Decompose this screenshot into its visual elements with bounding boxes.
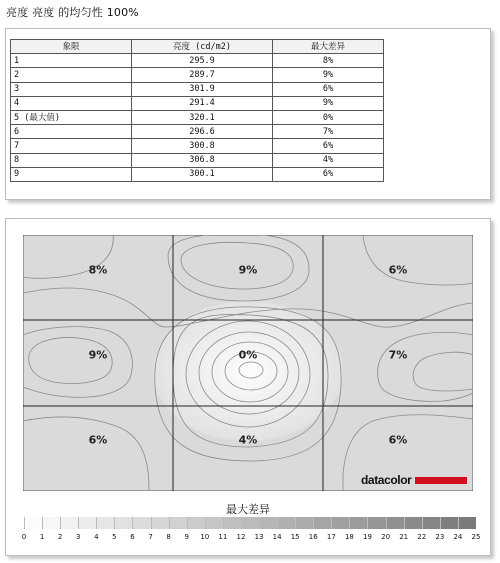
uniformity-table bbox=[10, 39, 384, 182]
datacolor-logo: datacolor bbox=[361, 473, 412, 487]
scale-swatch bbox=[241, 517, 259, 529]
luminance-cell: 301.9 bbox=[132, 82, 273, 96]
quadrant-2-difference: 9% bbox=[238, 263, 258, 277]
luminance-cell: 306.8 bbox=[132, 153, 273, 167]
scale-swatch bbox=[223, 517, 241, 529]
scale-swatch bbox=[404, 517, 422, 529]
difference-cell: 7% bbox=[273, 125, 384, 139]
luminance-cell: 320.1 bbox=[132, 110, 273, 124]
scale-swatch bbox=[386, 517, 404, 529]
scale-tick-label: 16 bbox=[308, 533, 318, 541]
scale-tick-label: 10 bbox=[200, 533, 210, 541]
table-row bbox=[11, 153, 384, 167]
scale-tick-label: 24 bbox=[453, 533, 463, 541]
table-row bbox=[11, 96, 384, 110]
scale-swatch bbox=[349, 517, 367, 529]
difference-cell: 8% bbox=[273, 54, 384, 68]
scale-swatch bbox=[60, 517, 78, 529]
luminance-cell: 295.9 bbox=[132, 54, 273, 68]
scale-swatch bbox=[440, 517, 458, 529]
difference-cell: 4% bbox=[273, 153, 384, 167]
scale-title: 最大差异 bbox=[226, 503, 270, 516]
scale-tick-label: 17 bbox=[326, 533, 336, 541]
scale-tick-label: 2 bbox=[57, 533, 63, 541]
scale-swatch bbox=[422, 517, 440, 529]
scale-swatch bbox=[458, 517, 476, 529]
scale-tick-label: 18 bbox=[344, 533, 354, 541]
table-row bbox=[11, 54, 384, 68]
table-row bbox=[11, 82, 384, 96]
scale-tick-label: 13 bbox=[254, 533, 264, 541]
scale-tick-label: 19 bbox=[363, 533, 372, 541]
scale-swatch bbox=[78, 517, 96, 529]
datacolor-logo-bar bbox=[415, 477, 467, 484]
difference-cell: 9% bbox=[273, 68, 384, 82]
table-row bbox=[11, 110, 384, 124]
scale-tick-label: 8 bbox=[166, 533, 171, 541]
quadrant-1-difference: 8% bbox=[88, 263, 108, 277]
scale-swatch bbox=[151, 517, 169, 529]
scale-tick-label: 11 bbox=[218, 533, 228, 541]
difference-scale-bar bbox=[24, 517, 476, 529]
scale-tick-label: 15 bbox=[290, 533, 300, 541]
scale-tick-label: 23 bbox=[435, 533, 445, 541]
scale-swatch bbox=[24, 517, 42, 529]
scale-tick-label: 1 bbox=[39, 533, 45, 541]
scale-swatch bbox=[114, 517, 132, 529]
scale-swatch bbox=[42, 517, 60, 529]
quadrant-cell: 8 bbox=[11, 153, 132, 167]
table-row bbox=[11, 167, 384, 181]
table-header-row bbox=[11, 40, 384, 54]
quadrant-cell: 4 bbox=[11, 96, 132, 110]
header-max-difference: 最大差异 bbox=[273, 40, 384, 54]
quadrant-6-difference: 7% bbox=[388, 348, 408, 362]
quadrant-7-difference: 6% bbox=[88, 433, 108, 447]
header-luminance: 亮度 (cd/m2) bbox=[132, 40, 273, 54]
scale-tick-label: 12 bbox=[236, 533, 246, 541]
page-title: 亮度 亮度 的均匀性 100% bbox=[6, 6, 139, 19]
scale-tick-label: 21 bbox=[399, 533, 409, 541]
quadrant-5-difference: 0% bbox=[238, 348, 258, 362]
quadrant-3-difference: 6% bbox=[388, 263, 408, 277]
scale-tick-label: 4 bbox=[94, 533, 99, 541]
luminance-cell: 300.1 bbox=[132, 167, 273, 181]
scale-tick-label: 7 bbox=[148, 533, 153, 541]
scale-tick-labels bbox=[21, 533, 481, 543]
scale-tick-label: 5 bbox=[112, 533, 117, 541]
scale-swatch bbox=[277, 517, 295, 529]
uniformity-map-panel bbox=[5, 218, 491, 556]
difference-cell: 6% bbox=[273, 82, 384, 96]
quadrant-cell: 6 bbox=[11, 125, 132, 139]
scale-swatch bbox=[259, 517, 277, 529]
scale-tick-label: 3 bbox=[76, 533, 81, 541]
luminance-cell: 289.7 bbox=[132, 68, 273, 82]
table-row bbox=[11, 125, 384, 139]
scale-swatch bbox=[169, 517, 187, 529]
luminance-cell: 296.6 bbox=[132, 125, 273, 139]
scale-tick-label: 6 bbox=[130, 533, 135, 541]
difference-cell: 6% bbox=[273, 139, 384, 153]
scale-swatch bbox=[313, 517, 331, 529]
quadrant-8-difference: 4% bbox=[238, 433, 258, 447]
quadrant-9-difference: 6% bbox=[388, 433, 408, 447]
scale-tick-label: 14 bbox=[272, 533, 282, 541]
scale-tick-label: 20 bbox=[381, 533, 391, 541]
quadrant-cell: 1 bbox=[11, 54, 132, 68]
scale-tick-label: 0 bbox=[21, 533, 27, 541]
luminance-cell: 300.8 bbox=[132, 139, 273, 153]
table-row bbox=[11, 139, 384, 153]
quadrant-cell: 2 bbox=[11, 68, 132, 82]
quadrant-4-difference: 9% bbox=[88, 348, 108, 362]
scale-swatch bbox=[367, 517, 385, 529]
header-quadrant: 象限 bbox=[11, 40, 132, 54]
difference-cell: 9% bbox=[273, 96, 384, 110]
uniformity-table-panel bbox=[5, 28, 491, 200]
quadrant-cell: 9 bbox=[11, 167, 132, 181]
scale-swatch bbox=[96, 517, 114, 529]
scale-swatch bbox=[295, 517, 313, 529]
scale-swatch bbox=[187, 517, 205, 529]
scale-tick-label: 22 bbox=[417, 533, 427, 541]
quadrant-cell: 5 (最大值) bbox=[11, 110, 132, 124]
scale-swatch bbox=[331, 517, 349, 529]
scale-swatch bbox=[132, 517, 150, 529]
luminance-cell: 291.4 bbox=[132, 96, 273, 110]
table-row bbox=[11, 68, 384, 82]
quadrant-cell: 3 bbox=[11, 82, 132, 96]
scale-tick-label: 9 bbox=[184, 533, 189, 541]
difference-cell: 0% bbox=[273, 110, 384, 124]
scale-tick-label: 25 bbox=[471, 533, 481, 541]
difference-cell: 6% bbox=[273, 167, 384, 181]
quadrant-cell: 7 bbox=[11, 139, 132, 153]
scale-swatch bbox=[205, 517, 223, 529]
